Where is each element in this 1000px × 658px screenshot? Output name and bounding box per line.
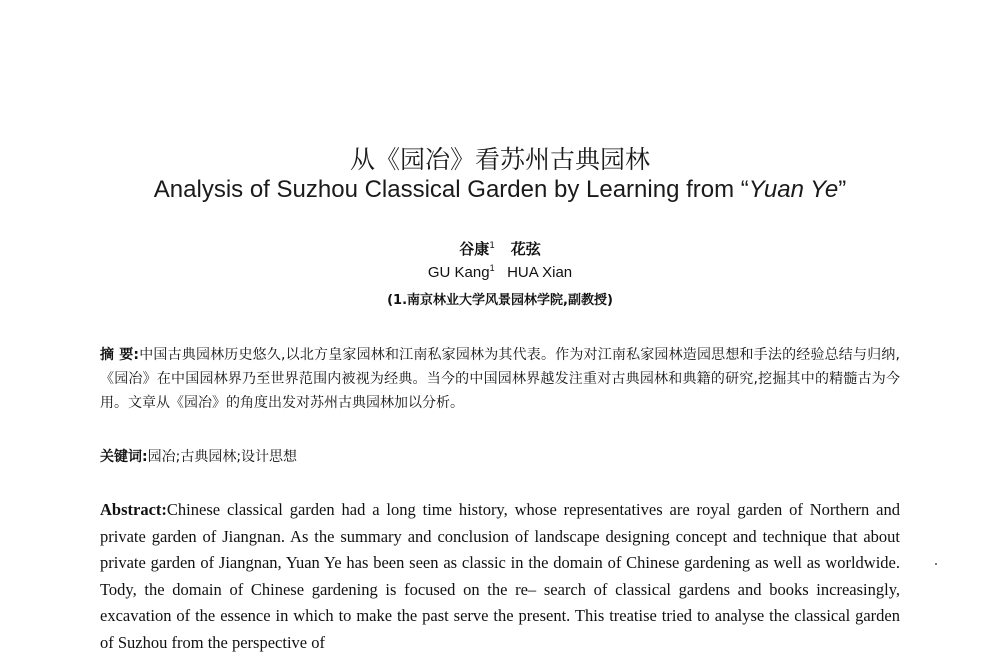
author1-en-affil: 1 [489,263,495,273]
author1-en: GU Kang [427,264,490,281]
keywords-cn-text: 园冶;古典园林;设计思想 [147,449,298,465]
author2-en: HUA Xian [507,264,573,281]
keywords-cn-label: 关键词: [100,449,148,465]
author2-cn: 花弦 [510,240,541,258]
abstract-en-label: Abstract: [100,500,167,519]
author-affiliation: (1.南京林业大学风景园林学院,副教授) [387,293,613,308]
authors-chinese [0,238,1000,259]
keywords-chinese [100,447,900,467]
author1-cn-affil: 1 [489,241,496,251]
title-en-suffix: ” [838,176,847,203]
abstract-cn-label: 摘 要: [100,347,140,363]
abstract-en-text: Chinese classical garden had a long time history, whose representatives are royal garden of Northern and private garden of Jiangnan. As the summary and conclusion of landscape designing concept and technique that about private garden of Jiangnan, Yuan Ye has been seen as classic in the domain of Chinese gardening as well as worldwide. Tody, the domain of Chinese gardening is focused on the re– search of classical gardens and books increasingly, excavation of the essence in which to make the past serve the present. This treatise tried to analyse the classical garden of Suzhou from the perspective of [100,500,900,652]
abstract-cn-text: 中国古典园林历史悠久,以北方皇家园林和江南私家园林为其代表。作为对江南私家园林造园思想和手法的经验总结与归纳,《园冶》在中国园林界乃至世界范围内被视为经典。当今的中国园林界越发注重对古典园林和典籍的研究,挖掘其中的精髓古为今用。文章从《园冶》的角度出发对苏州古典园林加以分析。 [100,347,900,411]
title-en-italic: Yuan Ye [748,176,839,203]
abstract-english [100,497,900,657]
title-en-prefix: Analysis of Suzhou Classical Garden by Learning from “ [153,176,749,203]
paper-title-chinese: 从《园冶》看苏州古典园林 [349,145,650,174]
paper-title-english [0,176,1000,204]
author1-cn: 谷康 [459,240,490,258]
abstract-chinese [100,343,900,415]
scan-speck [935,563,937,565]
authors-english [0,263,1000,281]
